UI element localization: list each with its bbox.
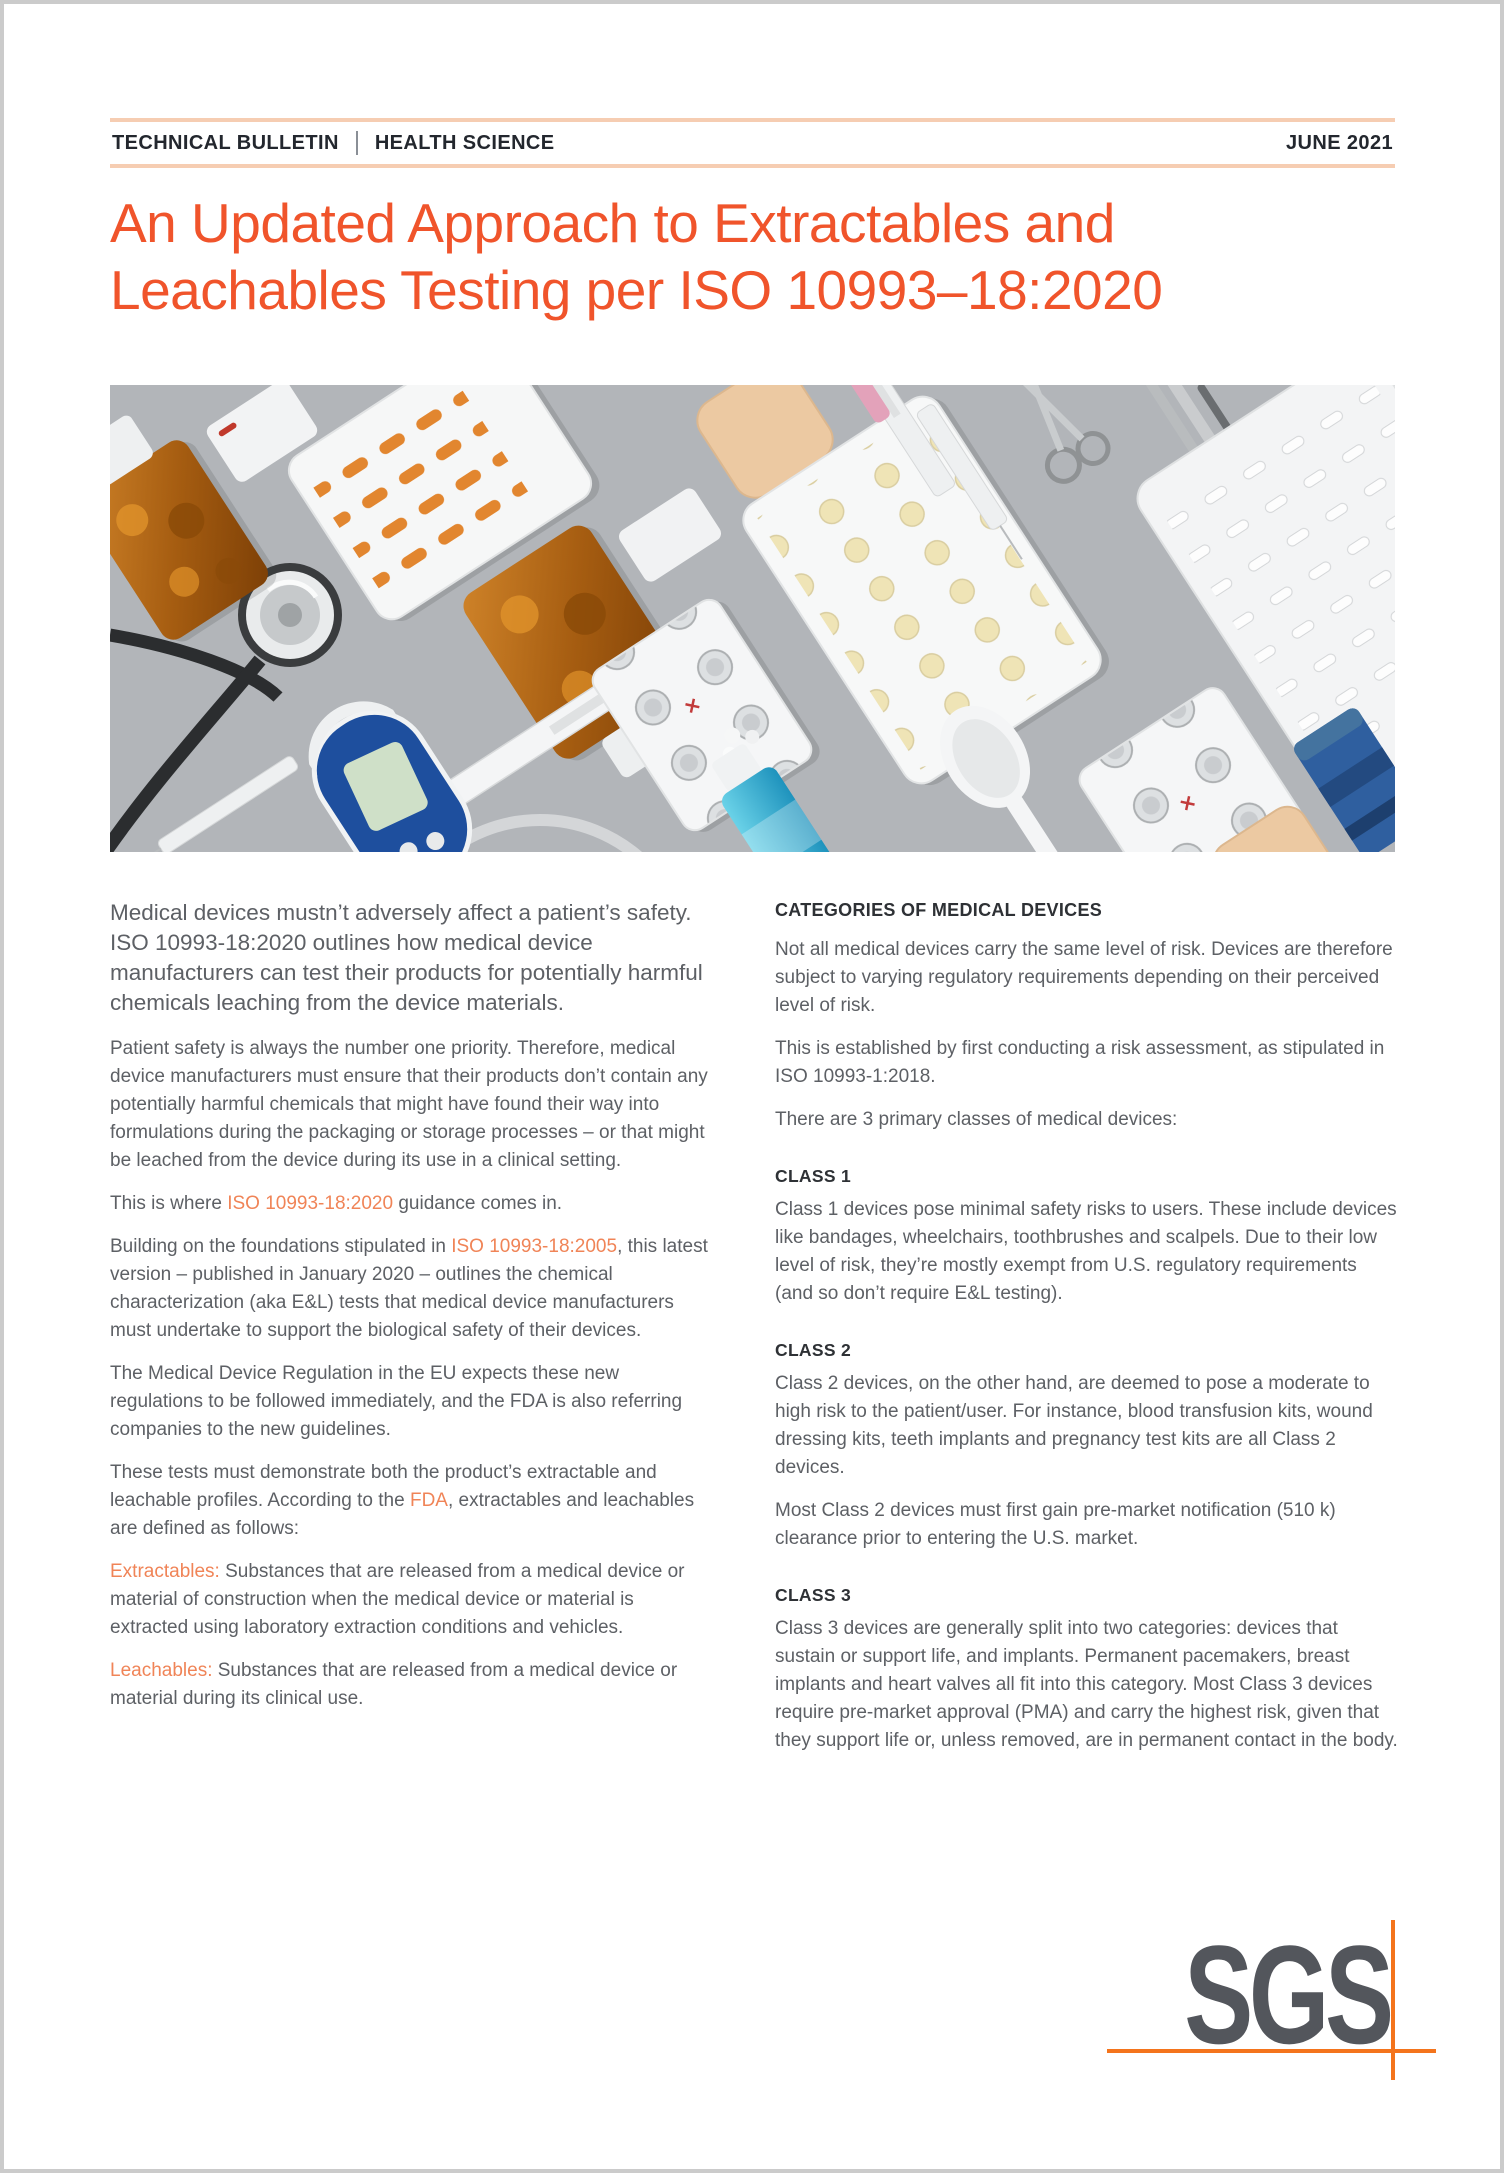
issue-date: JUNE 2021 bbox=[1286, 131, 1393, 154]
paragraph-text: These tests must demonstrate both the product’s extractable and leachable profiles. According to the bbox=[110, 1462, 657, 1511]
iso-10993-18-2005-link[interactable]: ISO 10993-18:2005 bbox=[451, 1236, 618, 1257]
leachables-label: Leachables: bbox=[110, 1660, 213, 1681]
masthead-labels bbox=[112, 131, 555, 155]
extractables-label: Extractables: bbox=[110, 1561, 220, 1582]
class3-heading: CLASS 3 bbox=[775, 1585, 852, 1605]
paragraph-text: , extractables and leachables are defined as follows: bbox=[110, 1490, 695, 1539]
sgs-logo-text: SGS bbox=[1184, 1916, 1390, 2073]
section-heading-categories: CATEGORIES OF MEDICAL DEVICES bbox=[775, 900, 1103, 920]
paragraph-text: , this latest version – published in January 2020 – outlines the chemical characterization (aka E&L) tests that medical device manufacturers must undertake to support the biological safety of their devices. bbox=[110, 1236, 708, 1341]
paragraph bbox=[110, 1233, 710, 1345]
fda-link[interactable]: FDA bbox=[409, 1490, 448, 1511]
page-title-line2: Leachables Testing per ISO 10993–18:2020 bbox=[110, 259, 1163, 321]
definition-leachables bbox=[110, 1657, 710, 1713]
class3-body: Class 3 devices are generally split into two categories: devices that sustain or support life, and implants. Permanent pacemakers, breast implants and heart valves all fit into this category. Most Class 3 devices require pre-market approval (PMA) and carry the highest risk, given that they support life or, unless removed, are in permanent contact in the body. bbox=[775, 1618, 1398, 1751]
bulletin-category-label: HEALTH SCIENCE bbox=[374, 131, 555, 154]
hero-image bbox=[110, 385, 1395, 852]
paragraph: The Medical Device Regulation in the EU expects these new regulations to be followed immediately, and the FDA is also referring companies to the new guidelines. bbox=[110, 1363, 683, 1440]
paragraph: Patient safety is always the number one priority. Therefore, medical device manufacturers must ensure that their products don’t contain any potentially harmful chemicals that might have found their way into formulations during the packaging or storage processes – or that might be leached from the device during its use in a clinical setting. bbox=[110, 1038, 708, 1171]
paragraph-text: Building on the foundations stipulated in bbox=[110, 1236, 452, 1257]
page-title-line1: An Updated Approach to Extractables and bbox=[110, 192, 1115, 254]
class2-body-2: Most Class 2 devices must first gain pre-market notification (510 k) clearance prior to entering the U.S. market. bbox=[775, 1500, 1336, 1549]
masthead-row bbox=[110, 122, 1395, 164]
lede-paragraph: Medical devices mustn’t adversely affect a patient’s safety. ISO 10993-18:2020 outlines how medical device manufacturers can test their products for potentially harmful chemicals leaching from the device materials. bbox=[110, 900, 703, 1015]
definition-extractables bbox=[110, 1558, 710, 1642]
class2-body: Class 2 devices, on the other hand, are deemed to pose a moderate to high risk to the patient/user. For instance, blood transfusion kits, wound dressing kits, teeth implants and pregnancy test kits are all Class 2 devices. bbox=[775, 1373, 1373, 1478]
paragraph-text: This is where bbox=[110, 1193, 228, 1214]
paragraph: This is established by first conducting a risk assessment, as stipulated in ISO 10993-1:2018. bbox=[775, 1038, 1385, 1087]
right-column bbox=[775, 898, 1399, 1770]
class1-heading: CLASS 1 bbox=[775, 1166, 852, 1186]
class1-body: Class 1 devices pose minimal safety risks to users. These include devices like bandages, wheelchairs, toothbrushes and scalpels. Due to their low level of risk, they’re mostly exempt from U.S. regulatory requirements (and so don’t require E&L testing). bbox=[775, 1199, 1397, 1304]
page-title bbox=[110, 190, 1450, 324]
paragraph: Not all medical devices carry the same level of risk. Devices are therefore subject to varying regulatory requirements depending on their perceived level of risk. bbox=[775, 939, 1393, 1016]
sgs-logo-vertical-line bbox=[1391, 1920, 1395, 2080]
masthead-rule-bottom bbox=[110, 164, 1395, 168]
bulletin-type-label: TECHNICAL BULLETIN bbox=[112, 131, 339, 154]
paragraph-text: Substances that are released from a medical device or material of construction when the medical device or material is extracted using laboratory extraction conditions and vehicles. bbox=[110, 1561, 685, 1638]
left-column bbox=[110, 898, 710, 1728]
paragraph bbox=[110, 1190, 710, 1218]
masthead-divider bbox=[356, 131, 358, 155]
paragraph-text: guidance comes in. bbox=[393, 1193, 563, 1214]
iso-10993-18-2020-link[interactable]: ISO 10993-18:2020 bbox=[227, 1193, 394, 1214]
class2-heading: CLASS 2 bbox=[775, 1340, 852, 1360]
paragraph bbox=[110, 1459, 710, 1543]
paragraph: There are 3 primary classes of medical devices: bbox=[775, 1109, 1178, 1130]
paragraph-text: Substances that are released from a medical device or material during its clinical use. bbox=[110, 1660, 678, 1709]
medical-devices-illustration bbox=[110, 385, 1395, 852]
masthead bbox=[110, 118, 1395, 168]
